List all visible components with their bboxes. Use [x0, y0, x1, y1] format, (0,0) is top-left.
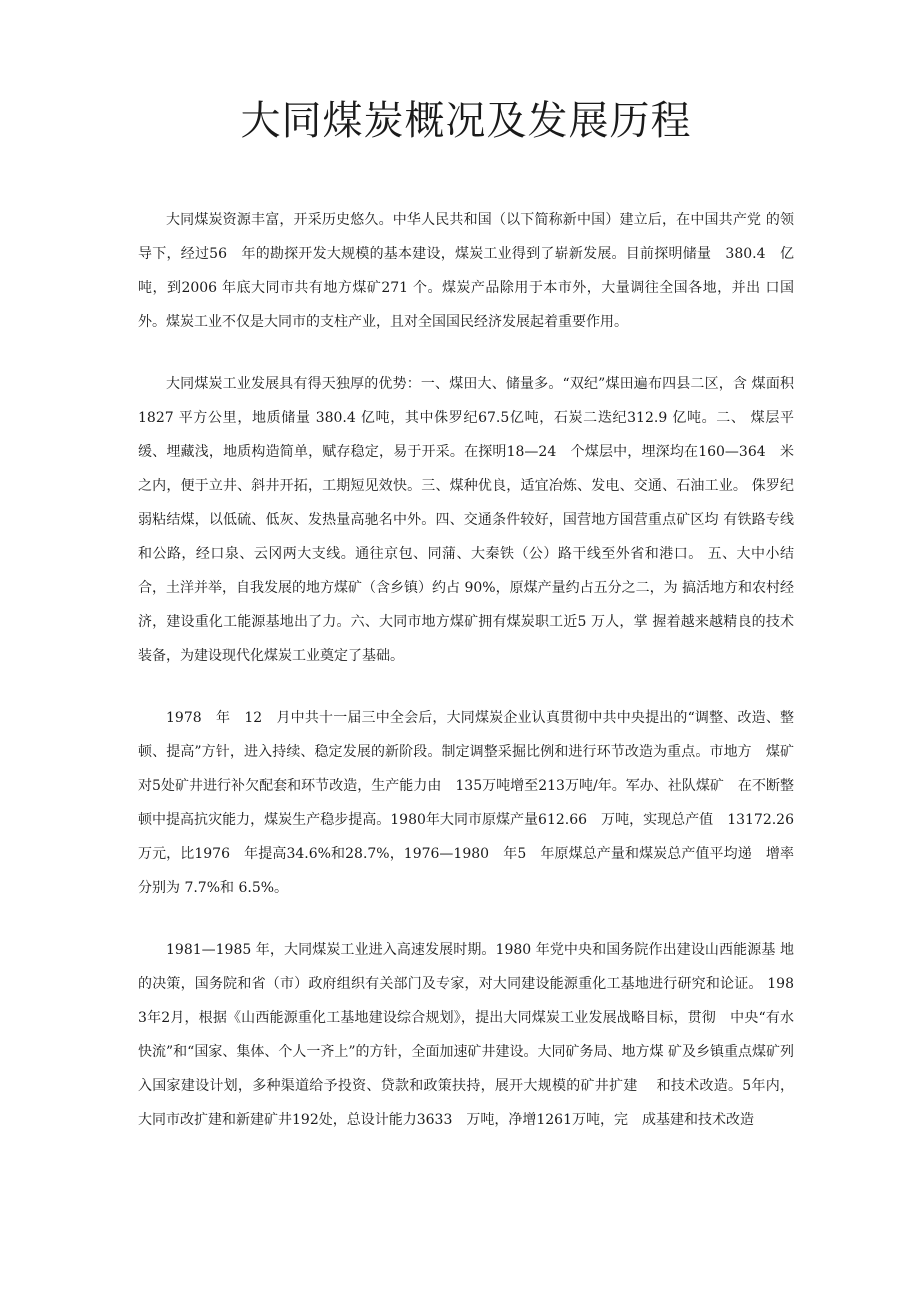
- paragraph-1981-1985-growth: 1981—1985 年，大同煤炭工业进入高速发展时期。1980 年党中央和国务院作出建设山西能源基 地的决策，国务院和省（市）政府组织有关部门及专家，对大同建设能源重化工基地进行研究和论证。 1983年2月，根据《山西能源重化工基地建设综合规划》，提出大同煤炭工业发展战略目标，贯彻 中央“有水快流”和“国家、集体、个人一齐上”的方针，全面加速矿井建设。大同矿务局、地方煤 矿及乡镇重点煤矿列入国家建设计划，多种渠道给予投资、贷款和政策扶持，展开大规模的矿井扩建 和技术改造。5年内，大同市改扩建和新建矿井192处，总设计能力3633 万吨，净增1261万吨，完 成基建和技术改造: [138, 942, 794, 1128]
- paragraph-1978-reform: 1978 年 12 月中共十一届三中全会后，大同煤炭企业认真贯彻中共中央提出的“调整、改造、整顿、提高”方针，进入持续、稳定发展的新阶段。制定调整采掘比例和进行环节改造为重点。市地方 煤矿对5处矿井进行补欠配套和环节改造，生产能力由 135万吨增至213万吨/年。军办、社队煤矿 在不断整顿中提高抗灾能力，煤炭生产稳步提高。1980年大同市原煤产量612.66 万吨，实现总产值 13172.26 万元，比1976 年提高34.6%和28.7%，1976—1980 年5 年原煤总产量和煤炭总产值平均递 增率分别为 7.7%和 6.5%。: [138, 710, 794, 896]
- paragraph-advantages: 大同煤炭工业发展具有得天独厚的优势：一、煤田大、储量多。“双纪”煤田遍布四县二区，含 煤面积1827 平方公里，地质储量 380.4 亿吨，其中侏罗纪67.5亿吨，石炭二迭纪312.9 亿吨。二、 煤层平缓、埋藏浅，地质构造简单，赋存稳定，易于开采。在探明18—24 个煤层中，埋深均在160—364 米之内，便于立井、斜井开拓，工期短见效快。三、煤种优良，适宜冶炼、发电、交通、石油工业。 侏罗纪弱粘结煤，以低硫、低灰、发热量高驰名中外。四、交通条件较好，国营地方国营重点矿区均 有铁路专线和公路，经口泉、云冈两大支线。通往京包、同蒲、大秦铁（公）路干线至外省和港口。 五、大中小结合，土洋并举，自我发展的地方煤矿（含乡镇）约占 90%，原煤产量约占五分之二，为 搞活地方和农村经济，建设重化工能源基地出了力。六、大同市地方煤矿拥有煤炭职工近5 万人，掌 握着越来越精良的技术装备，为建设现代化煤炭工业奠定了基础。: [138, 376, 795, 664]
- document-body: [138, 203, 794, 1137]
- page-title: 大同煤炭概况及发展历程: [240, 98, 692, 144]
- paragraph-overview: 大同煤炭资源丰富，开采历史悠久。中华人民共和国（以下简称新中国）建立后，在中国共产党 的领导下，经过56 年的勘探开发大规模的基本建设，煤炭工业得到了崭新发展。目前探明储量 380.4 亿吨，到2006 年底大同市共有地方煤矿271 个。煤炭产品除用于本市外，大量调往全国各地，并出 口国外。煤炭工业不仅是大同市的支柱产业，且对全国国民经济发展起着重要作用。: [138, 212, 794, 330]
